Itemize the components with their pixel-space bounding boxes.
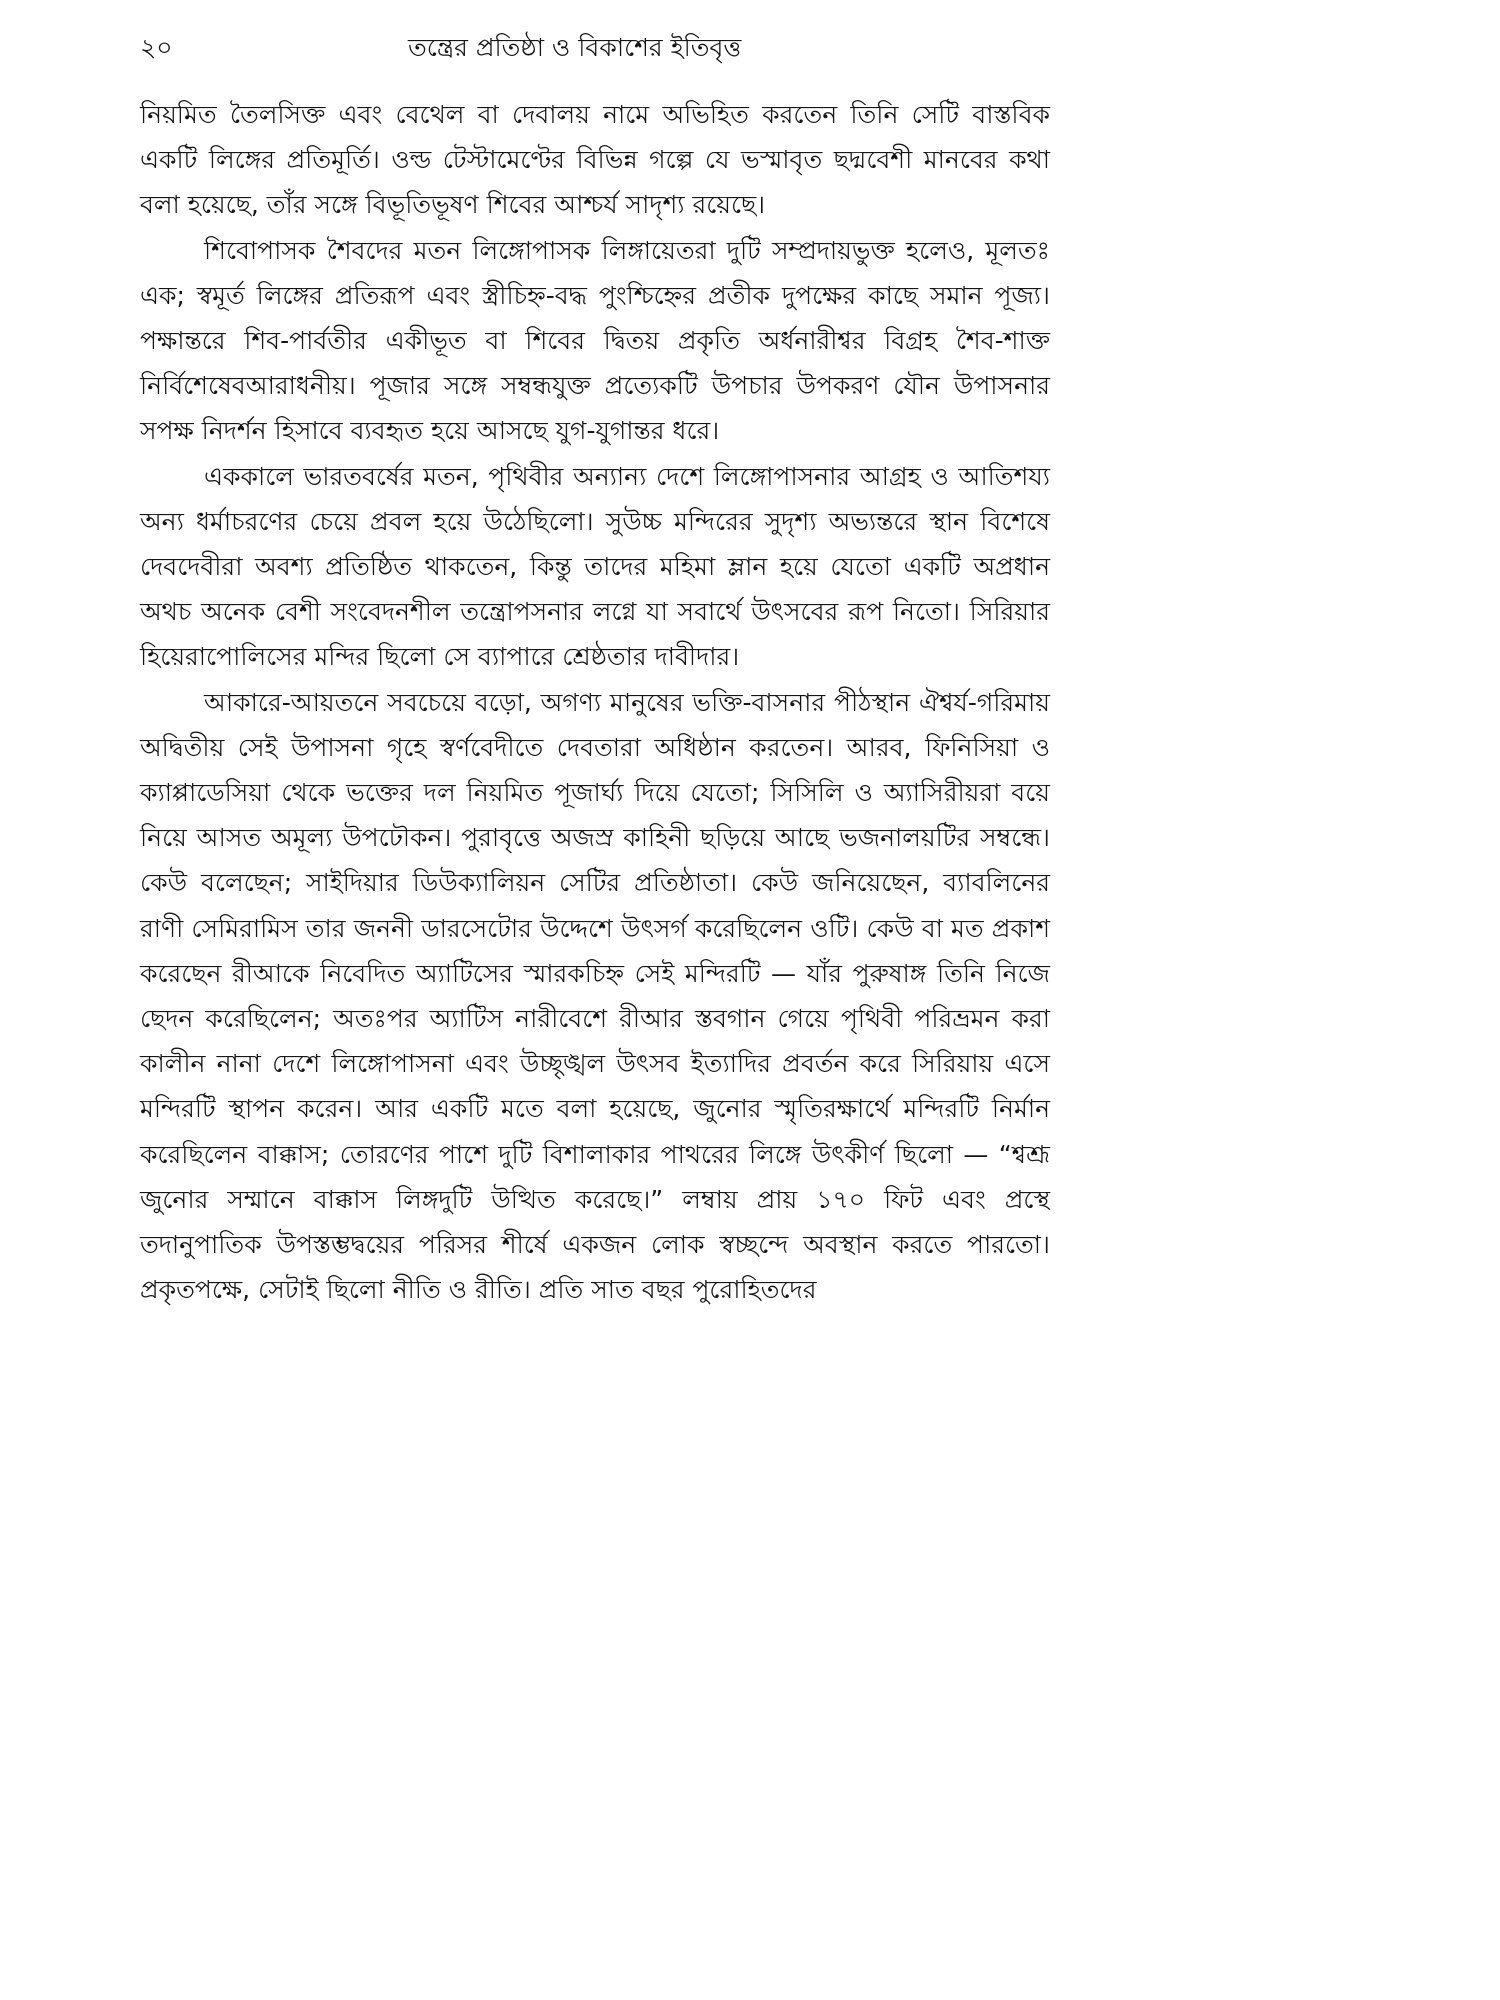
paragraph-2: শিবোপাসক শৈবদের মতন লিঙ্গোপাসক লিঙ্গায়েতরা দুটি সম্প্রদায়ভুক্ত হলেও, মূলতঃ এক; স্বমূর্ত লিঙ্গের প্রতিরূপ এবং স্ত্রীচিহ্ন-বদ্ধ পুংশ্চিহ্নের প্রতীক দুপক্ষের কাছে সমান পূজ্য। পক্ষান্তরে শিব-পার্বতীর একীভূত বা শিবের দ্বিতয় প্রকৃতি অর্ধনারীশ্বর বিগ্রহ শৈব-শাক্ত নির্বিশেষেবআরাধনীয়। পূজার সঙ্গে সম্বন্ধযুক্ত প্রত্যেকটি উপচার উপকরণ যৌন উপাসনার সপক্ষ নিদর্শন হিসাবে ব্যবহৃত হয়ে আসছে যুগ-যুগান্তর ধরে। (140, 235, 1050, 446)
page-body (140, 92, 1050, 1312)
paragraph-3: এককালে ভারতবর্ষের মতন, পৃথিবীর অন্যান্য দেশে লিঙ্গোপাসনার আগ্রহ ও আতিশয্য অন্য ধর্মাচরণের চেয়ে প্রবল হয়ে উঠেছিলো। সুউচ্চ মন্দিরের সুদৃশ্য অভ্যন্তরে স্থান বিশেষে দেবদেবীরা অবশ্য প্রতিষ্ঠিত থাকতেন, কিন্তু তাদের মহিমা ম্লান হয়ে যেতো একটি অপ্রধান অথচ অনেক বেশী সংবেদনশীল তন্ত্রোপসনার লগ্নে যা সবার্থে উৎসবের রূপ নিতো। সিরিয়ার হিয়েরাপোলিসের মন্দির ছিলো সে ব্যাপারে শ্রেষ্ঠতার দাবীদার। (140, 461, 1050, 672)
running-title: তন্ত্রের প্রতিষ্ঠা ও বিকাশের ইতিবৃত্ত (408, 33, 742, 62)
page-header (140, 30, 1030, 70)
page-number: ২০ (140, 33, 173, 62)
paragraph-1: নিয়মিত তৈলসিক্ত এবং বেথেল বা দেবালয় নামে অভিহিত করতেন তিনি সেটি বাস্তবিক একটি লিঙ্গের প্রতিমূর্তি। ওল্ড টেস্টামেণ্টের বিভিন্ন গল্পে যে ভস্মাবৃত ছদ্মবেশী মানবের কথা বলা হয়েছে, তাঁর সঙ্গে বিভূতিভূষণ শিবের আশ্চর্য সাদৃশ্য রয়েছে। (140, 100, 1050, 220)
paragraph-4: আকারে-আয়তনে সবচেয়ে বড়ো, অগণ্য মানুষের ভক্তি-বাসনার পীঠস্থান ঐশ্বর্য-গরিমায় অদ্বিতীয় সেই উপাসনা গৃহে স্বর্ণবেদীতে দেবতারা অধিষ্ঠান করতেন। আরব, ফিনিসিয়া ও ক্যাপ্পাডেসিয়া থেকে ভক্তের দল নিয়মিত পূজার্ঘ্য দিয়ে যেতো; সিসিলি ও অ্যাসিরীয়রা বয়ে নিয়ে আসত অমূল্য উপঢৌকন। পুরাবৃত্তে অজস্র কাহিনী ছড়িয়ে আছে ভজনালয়টির সম্বন্ধে। কেউ বলেছেন; সাইদিয়ার ডিউক্যালিয়ন সেটির প্রতিষ্ঠাতা। কেউ জনিয়েছেন, ব্যাবলিনের রাণী সেমিরামিস তার জননী ডারসেটোর উদ্দেশে উৎসর্গ করেছিলেন ওটি। কেউ বা মত প্রকাশ করেছেন রীআকে নিবেদিত অ্যাটিসের স্মারকচিহ্ন সেই মন্দিরটি — যাঁর পুরুষাঙ্গ তিনি নিজে ছেদন করেছিলেন; অতঃপর অ্যাটিস নারীবেশে রীআর স্তবগান গেয়ে পৃথিবী পরিভ্রমন করা কালীন নানা দেশে লিঙ্গোপাসনা এবং উচ্ছৃঙ্খল উৎসব ইত্যাদির প্রবর্তন করে সিরিয়ায় এসে মন্দিরটি স্থাপন করেন। আর একটি মতে বলা হয়েছে, জুনোর স্মৃতিরক্ষার্থে মন্দিরটি নির্মান করেছিলেন বাক্কাস; তোরণের পাশে দুটি বিশালাকার পাথরের লিঙ্গে উৎকীর্ণ ছিলো — “শ্বশ্রূ জুনোর সম্মানে বাক্কাস লিঙ্গদুটি উত্থিত করেছে।” লম্বায় প্রায় ১৭০ ফিট এবং প্রস্থে তদানুপাতিক উপস্তম্ভদ্বয়ের পরিসর শীর্ষে একজন লোক স্বচ্ছন্দে অবস্থান করতে পারতো। প্রকৃতপক্ষে, সেটাই ছিলো নীতি ও রীতি। প্রতি সাত বছর পুরোহিতদের (140, 687, 1050, 1305)
